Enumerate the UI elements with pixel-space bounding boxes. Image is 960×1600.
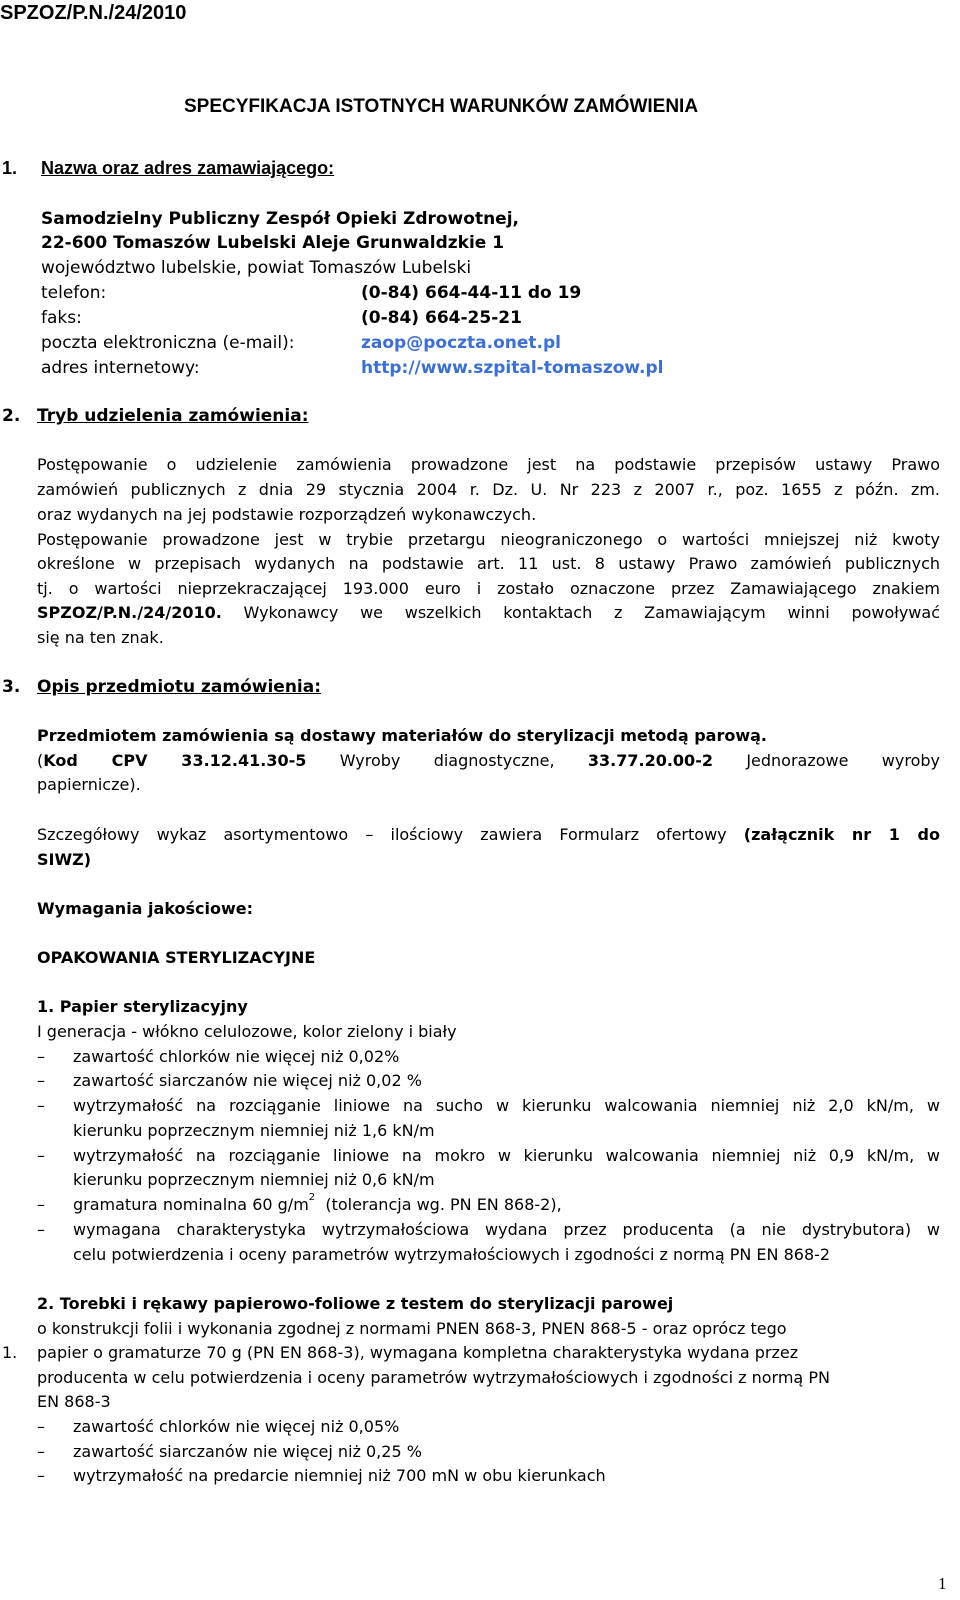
cpv-line bbox=[37, 751, 940, 770]
phone-value: (0-84) 664-44-11 do 19 bbox=[361, 283, 582, 303]
dash-bullet: – bbox=[37, 1195, 45, 1214]
paragraph-line-reference bbox=[37, 603, 940, 622]
dash-bullet: – bbox=[37, 1417, 45, 1436]
cpv-code-2: 33.77.20.00-2 bbox=[587, 751, 713, 770]
item-2-line: papier o gramaturze 70 g (PN EN 868-3), wymagana kompletna charakterystyka wydana przez bbox=[37, 1343, 799, 1362]
item-2-line: EN 868-3 bbox=[37, 1392, 111, 1411]
list-item: zawartość siarczanów nie więcej niż 0,02 % bbox=[73, 1071, 422, 1090]
email-link[interactable]: zaop@poczta.onet.pl bbox=[361, 333, 561, 353]
detail-line bbox=[37, 825, 940, 844]
grammage-tolerance: (tolerancja wg. PN EN 868-2), bbox=[325, 1195, 562, 1214]
fax-value: (0-84) 664-25-21 bbox=[361, 308, 522, 328]
margin-number: 1. bbox=[2, 1343, 18, 1362]
section-1-number: 1. bbox=[2, 158, 18, 178]
list-item: wytrzymałość na rozciąganie liniowe na sucho w kierunku walcowania niemniej niż 2,0 kN/m, w bbox=[73, 1096, 940, 1115]
contracting-authority-name: Samodzielny Publiczny Zespół Opieki Zdrowotnej, bbox=[41, 209, 519, 229]
dash-bullet: – bbox=[37, 1146, 45, 1165]
list-item: wymagana charakterystyka wytrzymałościowa wydana przez producenta (a nie dystrybutora) w bbox=[73, 1220, 940, 1239]
paragraph-line: tj. o wartości nieprzekraczającej 193.000 euro i zostało oznaczone przez Zamawiającego znakiem bbox=[37, 579, 940, 598]
grammage-text: gramatura nominalna 60 g/m bbox=[73, 1195, 309, 1214]
dash-bullet: – bbox=[37, 1220, 45, 1239]
item-2-line: producenta w celu potwierdzenia i oceny parametrów wytrzymałościowych i zgodności z normą PN bbox=[37, 1368, 830, 1387]
page-number: 1 bbox=[938, 1574, 947, 1593]
section-3-number: 3. bbox=[2, 677, 21, 697]
item-2-line: o konstrukcji folii i wykonania zgodnej z normami PNEN 868-3, PNEN 868-5 - oraz oprócz tego bbox=[37, 1319, 787, 1338]
dash-bullet: – bbox=[37, 1071, 45, 1090]
cpv-line-end: papiernicze). bbox=[37, 775, 141, 794]
section-2-number: 2. bbox=[2, 406, 21, 426]
detail-attachment-end: SIWZ) bbox=[37, 850, 92, 869]
list-item: zawartość siarczanów nie więcej niż 0,25 % bbox=[73, 1442, 422, 1461]
packaging-heading: OPAKOWANIA STERYLIZACYJNE bbox=[37, 948, 316, 967]
paragraph-line: się na ten znak. bbox=[37, 628, 164, 647]
list-item: zawartość chlorków nie więcej niż 0,05% bbox=[73, 1417, 400, 1436]
superscript-2: 2 bbox=[308, 1192, 316, 1203]
item-1-intro: I generacja - włókno celulozowe, kolor zielony i biały bbox=[37, 1022, 457, 1041]
section-3-heading: Opis przedmiotu zamówienia: bbox=[37, 677, 322, 697]
document-reference: SPZOZ/P.N./24/2010 bbox=[0, 2, 187, 24]
order-subject: Przedmiotem zamówienia są dostawy materiałów do sterylizacji metodą parową. bbox=[37, 726, 767, 745]
cpv-desc-2: Jednorazowe wyroby bbox=[746, 751, 940, 770]
cpv-desc-1: Wyroby diagnostyczne, bbox=[339, 751, 555, 770]
list-item-continuation: kierunku poprzecznym niemniej niż 0,6 kN/m bbox=[73, 1170, 435, 1189]
dash-bullet: – bbox=[37, 1047, 45, 1066]
paragraph-line: określone w przepisach wydanych na podstawie art. 11 ust. 8 ustawy Prawo zamówień publicznych bbox=[37, 554, 940, 573]
item-2-title: 2. Torebki i rękawy papierowo-foliowe z testem do sterylizacji parowej bbox=[37, 1294, 674, 1313]
list-item bbox=[73, 1192, 562, 1214]
list-item-continuation: kierunku poprzecznym niemniej niż 1,6 kN/m bbox=[73, 1121, 435, 1140]
phone-label: telefon: bbox=[41, 283, 107, 303]
contracting-authority-address: 22-600 Tomaszów Lubelski Aleje Grunwaldzkie 1 bbox=[41, 233, 505, 253]
item-1-title: 1. Papier sterylizacyjny bbox=[37, 997, 248, 1016]
dash-bullet: – bbox=[37, 1096, 45, 1115]
reference-note: Wykonawcy we wszelkich kontaktach z Zamawiającym winni powoływać bbox=[243, 603, 940, 622]
fax-label: faks: bbox=[41, 308, 82, 328]
detail-attachment: (załącznik nr 1 do bbox=[743, 825, 940, 844]
cpv-code-1: Kod CPV 33.12.41.30-5 bbox=[43, 751, 307, 770]
list-item: zawartość chlorków nie więcej niż 0,02% bbox=[73, 1047, 400, 1066]
cpv-paren: ( bbox=[37, 751, 44, 770]
paragraph-line: oraz wydanych na jej podstawie rozporządzeń wykonawczych. bbox=[37, 505, 537, 524]
paragraph-line: Postępowanie prowadzone jest w trybie przetargu nieograniczonego o wartości mniejszej niż kwoty bbox=[37, 530, 940, 549]
page-title: SPECYFIKACJA ISTOTNYCH WARUNKÓW ZAMÓWIENIA bbox=[184, 96, 699, 117]
detail-text: Szczegółowy wykaz asortymentowo – ilościowy zawiera Formularz ofertowy bbox=[37, 825, 727, 844]
section-2-heading: Tryb udzielenia zamówienia: bbox=[37, 406, 309, 426]
reference-code: SPZOZ/P.N./24/2010. bbox=[37, 603, 222, 622]
list-item-continuation: celu potwierdzenia i oceny parametrów wytrzymałościowych i zgodności z normą PN EN 868-2 bbox=[73, 1245, 831, 1264]
paragraph-line: Postępowanie o udzielenie zamówienia prowadzone jest na podstawie przepisów ustawy Prawo bbox=[37, 455, 940, 474]
website-link[interactable]: http://www.szpital-tomaszow.pl bbox=[361, 358, 664, 378]
contracting-authority-region: województwo lubelskie, powiat Tomaszów Lubelski bbox=[41, 258, 472, 278]
list-item: wytrzymałość na rozciąganie liniowe na mokro w kierunku walcowania niemniej niż 0,9 kN/m, w bbox=[73, 1146, 940, 1165]
section-1-heading: Nazwa oraz adres zamawiającego: bbox=[41, 158, 335, 178]
list-item: wytrzymałość na predarcie niemniej niż 700 mN w obu kierunkach bbox=[73, 1466, 606, 1485]
dash-bullet: – bbox=[37, 1466, 45, 1485]
quality-requirements-heading: Wymagania jakościowe: bbox=[37, 899, 254, 918]
dash-bullet: – bbox=[37, 1442, 45, 1461]
website-label: adres internetowy: bbox=[41, 358, 200, 378]
paragraph-line: zamówień publicznych z dnia 29 stycznia 2004 r. Dz. U. Nr 223 z 2007 r., poz. 1655 z późn. zm. bbox=[37, 480, 940, 499]
email-label: poczta elektroniczna (e-mail): bbox=[41, 333, 295, 353]
